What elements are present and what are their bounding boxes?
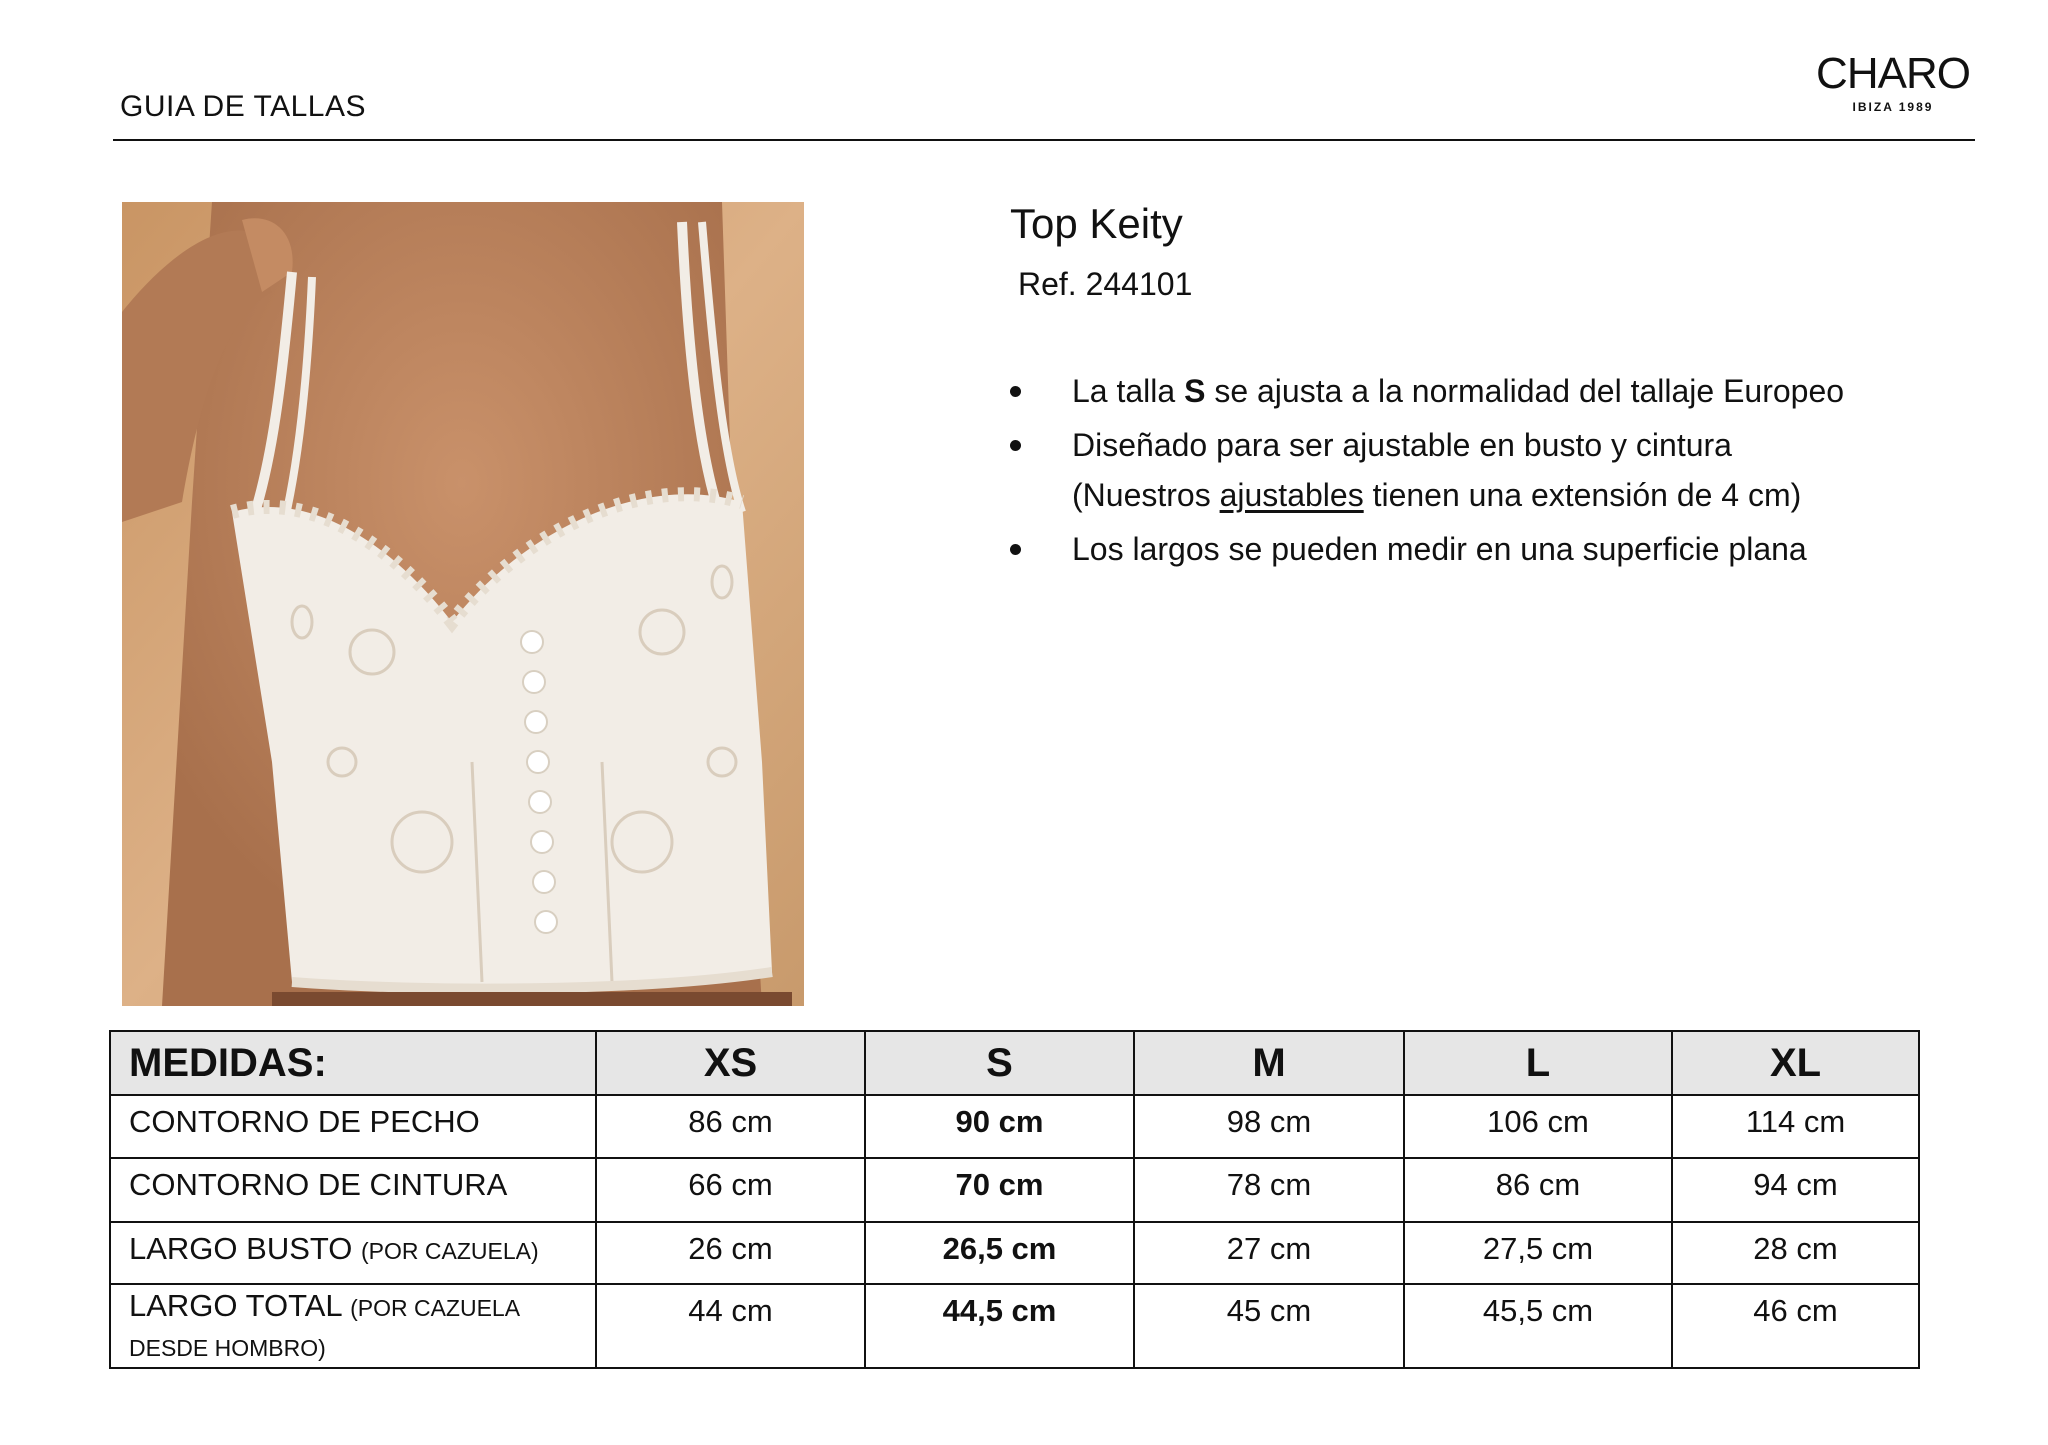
header-size-s: S [865,1031,1134,1095]
table-row [110,1158,1919,1222]
row-label [110,1284,596,1368]
size-table-header [110,1031,1919,1095]
logo-tagline: IBIZA 1989 [1852,100,1934,114]
table-cell: 66 cm [596,1158,865,1222]
table-cell: 26 cm [596,1222,865,1284]
fit-notes-list [1006,366,1966,578]
header-measures: MEDIDAS: [110,1031,596,1095]
table-row [110,1222,1919,1284]
table-cell: 27 cm [1134,1222,1404,1284]
row-label: CONTORNO DE PECHO [110,1095,596,1158]
table-cell: 26,5 cm [865,1222,1134,1284]
fit-note-adjustable [1006,420,1966,520]
table-cell: 44,5 cm [865,1284,1134,1368]
product-info [1010,200,1192,303]
table-cell: 44 cm [596,1284,865,1368]
product-photo [122,202,804,1006]
table-cell: 45,5 cm [1404,1284,1672,1368]
row-label: CONTORNO DE CINTURA [110,1158,596,1222]
brand-logo [1808,49,1978,114]
table-cell: 98 cm [1134,1095,1404,1158]
fit-note-text: La talla [1072,373,1185,409]
row-label-note: (POR CAZUELA) [361,1238,539,1264]
fit-note-extension [1072,470,1966,520]
table-cell: 70 cm [865,1158,1134,1222]
size-table [109,1030,1920,1369]
table-cell: 86 cm [1404,1158,1672,1222]
table-cell: 94 cm [1672,1158,1919,1222]
fit-note-text: (Nuestros [1072,477,1220,513]
row-label [110,1222,596,1284]
table-cell: 46 cm [1672,1284,1919,1368]
fit-note-size-letter: S [1184,373,1206,409]
row-label-text: LARGO BUSTO [129,1231,361,1266]
fit-note-text: Diseñado para ser ajustable en busto y cintura [1072,427,1732,463]
header-size-xs: XS [596,1031,865,1095]
header-size-m: M [1134,1031,1404,1095]
row-label-text: LARGO TOTAL [129,1288,351,1323]
page-title: GUIA DE TALLAS [120,90,366,123]
table-cell: 28 cm [1672,1222,1919,1284]
table-row [110,1284,1919,1368]
fit-note-text: tienen una extensión de 4 cm) [1363,477,1802,513]
table-cell: 45 cm [1134,1284,1404,1368]
table-cell: 106 cm [1404,1095,1672,1158]
table-cell: 78 cm [1134,1158,1404,1222]
header-size-l: L [1404,1031,1672,1095]
fit-note-measure: Los largos se pueden medir en una superficie plana [1006,524,1966,574]
fit-note-size [1006,366,1966,416]
header-divider [113,139,1975,141]
table-row [110,1095,1919,1158]
logo-wordmark: CHARO [1816,49,1970,98]
table-cell: 27,5 cm [1404,1222,1672,1284]
table-cell: 114 cm [1672,1095,1919,1158]
table-cell: 86 cm [596,1095,865,1158]
product-name: Top Keity [1010,200,1183,247]
fit-note-underlined: ajustables [1219,477,1364,513]
fit-note-text: se ajusta a la normalidad del tallaje Europeo [1205,373,1845,409]
table-cell: 90 cm [865,1095,1134,1158]
product-reference: Ref. 244101 [1018,266,1193,302]
row-label-note: (POR CAZUELA DESDE HOMBRO) [129,1295,519,1361]
header-size-xl: XL [1672,1031,1919,1095]
